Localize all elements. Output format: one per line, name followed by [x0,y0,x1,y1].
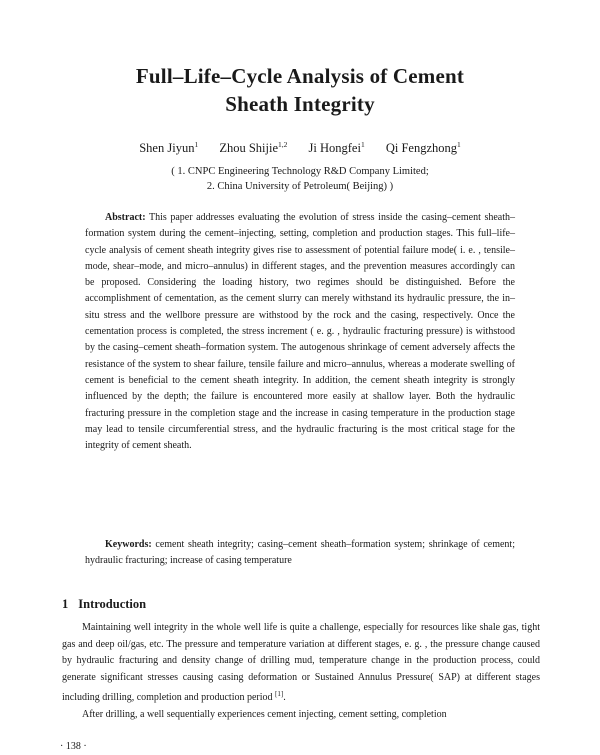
introduction-body [62,620,540,724]
keywords-text: cement sheath integrity; casing–cement sheath–formation system; shrinkage of cement; hydraulic fracturing; increase of casing temperature [85,539,515,567]
affiliation-line-1: ( 1. CNPC Engineering Technology R&D Company Limited; [171,166,429,177]
abstract-text: This paper addresses evaluating the evolution of stress inside the casing–cement sheath–formation system during the cement–injecting, setting, completion and production stages. This full–life–cycle analysis of cement sheath integrity gives rise to assessment of potential failure mode( i. e. , tensile–mode, shear–mode, and micro–annulus) in different stages, and the prevention measures accordingly can be proposed. Considering the loading history, two regimes should be distinguished. Before the accomplishment of cementation, as the cement slurry can merely withstand its hydraulic pressure, the in–situ stress and the wellbore pressure are withstood by the rock and the casing, respectively. Once the cementation process is completed, the stress increment ( e. g. , hydraulic fracturing pressure) is withstood by the casing–cement sheath–formation system. The autogenous shrinkage of cement adversely affects the resistance of the system to shear failure, tensile failure and micro–annulus, whereas a moderate swelling of cement is beneficial to the cement sheath integrity. In addition, the cement sheath integrity is strongly influenced by the depth; the failure is encountered more easily at shallow layer. Both the hydraulic fracturing pressure in the completion stage and the increase in casing temperature in the production stage may lead to tensile circumferential stress, and the hydraulic fracturing is the most critical stage for the integrity of cement sheath. [85,212,515,452]
body-paragraph: After drilling, a well sequentially experiences cement injecting, cement setting, completion [82,708,447,720]
section-heading-introduction [62,597,146,612]
section-number: 1 [62,597,69,611]
title-line-1: Full–Life–Cycle Analysis of Cement [135,64,465,88]
section-title: Introduction [78,597,147,611]
author: Zhou Shijie$^{1,2}$ [219,140,288,155]
abstract [85,210,515,454]
page-number: · 138 · [60,741,87,752]
keywords [85,537,515,570]
abstract-label: Abstract: [105,212,146,223]
author: Shen Jiyun$^1$ [139,140,199,155]
affiliations [0,164,600,194]
title-line-2: Sheath Integrity [225,92,375,116]
keywords-label: Keywords: [105,539,152,550]
author: Qi Fengzhong$^1$ [385,140,461,155]
body-paragraph: Maintaining well integrity in the whole well life is quite a challenge, especially for resources like shale gas, tight gas and deep oil/gas, etc. The pressure and temperature variation at different stages, e. g. , the pressure change caused by hydraulic fracturing and density change of drilling mud, temperature change in the production process, could generate significant stresses causing casing deformation or Sustained Annulus Pressure( SAP) at different stages including drilling, completion and production period [1]. [62,622,540,704]
author-list [0,140,600,156]
affiliation-line-2: 2. China University of Petroleum( Beijing) ) [206,181,394,192]
author: Ji Hongfei$^1$ [308,140,365,155]
citation: [1] [275,690,284,699]
paper-title [0,62,600,118]
